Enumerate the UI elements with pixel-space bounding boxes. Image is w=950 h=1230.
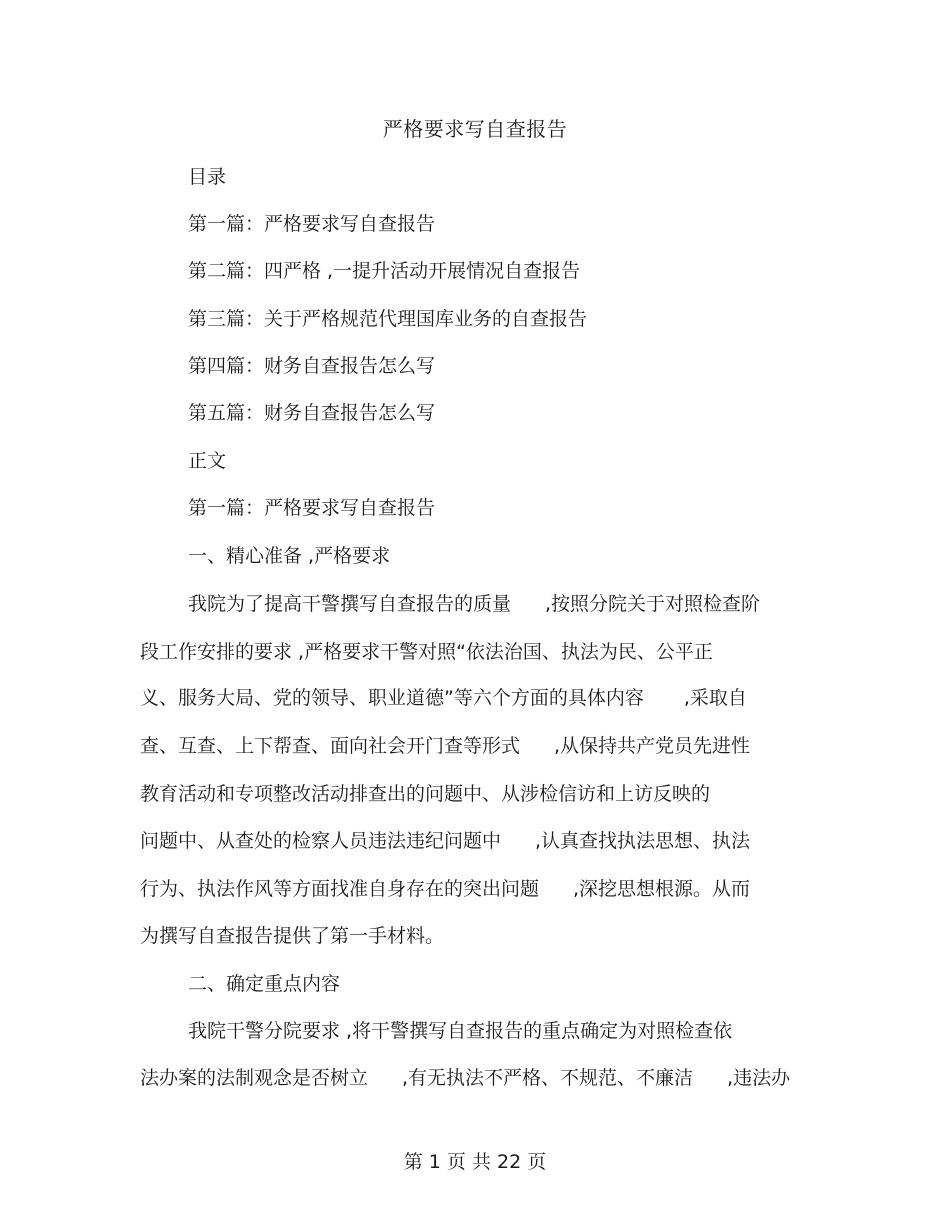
text-run: ,采取自: [683, 687, 747, 709]
body-heading: 正文: [188, 450, 227, 472]
toc-item-5: 第五篇：财务自查报告怎么写: [188, 402, 436, 424]
paragraph-2-line-2: [140, 1064, 790, 1092]
text-run: ,有无执法不严格、不规范、不廉洁: [402, 1067, 694, 1089]
text-run: ,按照分院关于对照检查阶: [545, 593, 761, 615]
chapter-title: 第一篇：严格要求写自查报告: [188, 497, 436, 519]
section-1-heading: 一、精心准备 ,严格要求: [188, 545, 391, 567]
text-run: 义、服务大局、党的领导、职业道德”等六个方面的具体内容: [140, 687, 644, 709]
text-run: 查、互查、上下帮查、面向社会开门查等形式: [140, 735, 521, 757]
text-run: 行为、执法作风等方面找准自身存在的突出问题: [140, 878, 540, 900]
text-run: ,从保持共产党员先进性: [554, 735, 751, 757]
toc-item-4: 第四篇：财务自查报告怎么写: [188, 355, 436, 377]
document-title: 严格要求写自查报告: [382, 117, 568, 141]
paragraph-2-line-1: 我院干警分院要求 ,将干警撰写自查报告的重点确定为对照检查依: [188, 1020, 733, 1042]
paragraph-1-line-3: [140, 684, 747, 712]
text-run: 我院为了提高干警撰写自查报告的质量: [188, 593, 512, 615]
paragraph-1-line-8: 为撰写自查报告提供了第一手材料。: [140, 925, 445, 947]
text-run: 法办案的法制观念是否树立: [140, 1067, 369, 1089]
text-run: ,认真查找执法思想、执法: [535, 830, 751, 852]
paragraph-1-line-5: 教育活动和专项整改活动排查出的问题中、从涉检信访和上访反映的: [140, 783, 711, 805]
paragraph-1-line-4: [140, 732, 750, 760]
toc-item-2: 第二篇：四严格 ,一提升活动开展情况自查报告: [188, 260, 581, 282]
toc-item-1: 第一篇：严格要求写自查报告: [188, 213, 436, 235]
toc-heading: 目录: [188, 166, 227, 188]
text-run: 问题中、从查处的检察人员违法违纪问题中: [140, 830, 502, 852]
paragraph-1-line-6: [140, 827, 750, 855]
page-footer: 第 1 页 共 22 页: [403, 1151, 547, 1173]
paragraph-1-line-7: [140, 875, 750, 903]
section-2-heading: 二、确定重点内容: [188, 973, 341, 995]
text-run: ,违法办: [727, 1067, 791, 1089]
toc-item-3: 第三篇：关于严格规范代理国库业务的自查报告: [188, 308, 588, 330]
paragraph-1-line-1: [188, 590, 760, 618]
text-run: ,深挖思想根源。从而: [573, 878, 751, 900]
paragraph-1-line-2: 段工作安排的要求 ,严格要求干警对照“依法治国、执法为民、公平正: [140, 641, 713, 663]
